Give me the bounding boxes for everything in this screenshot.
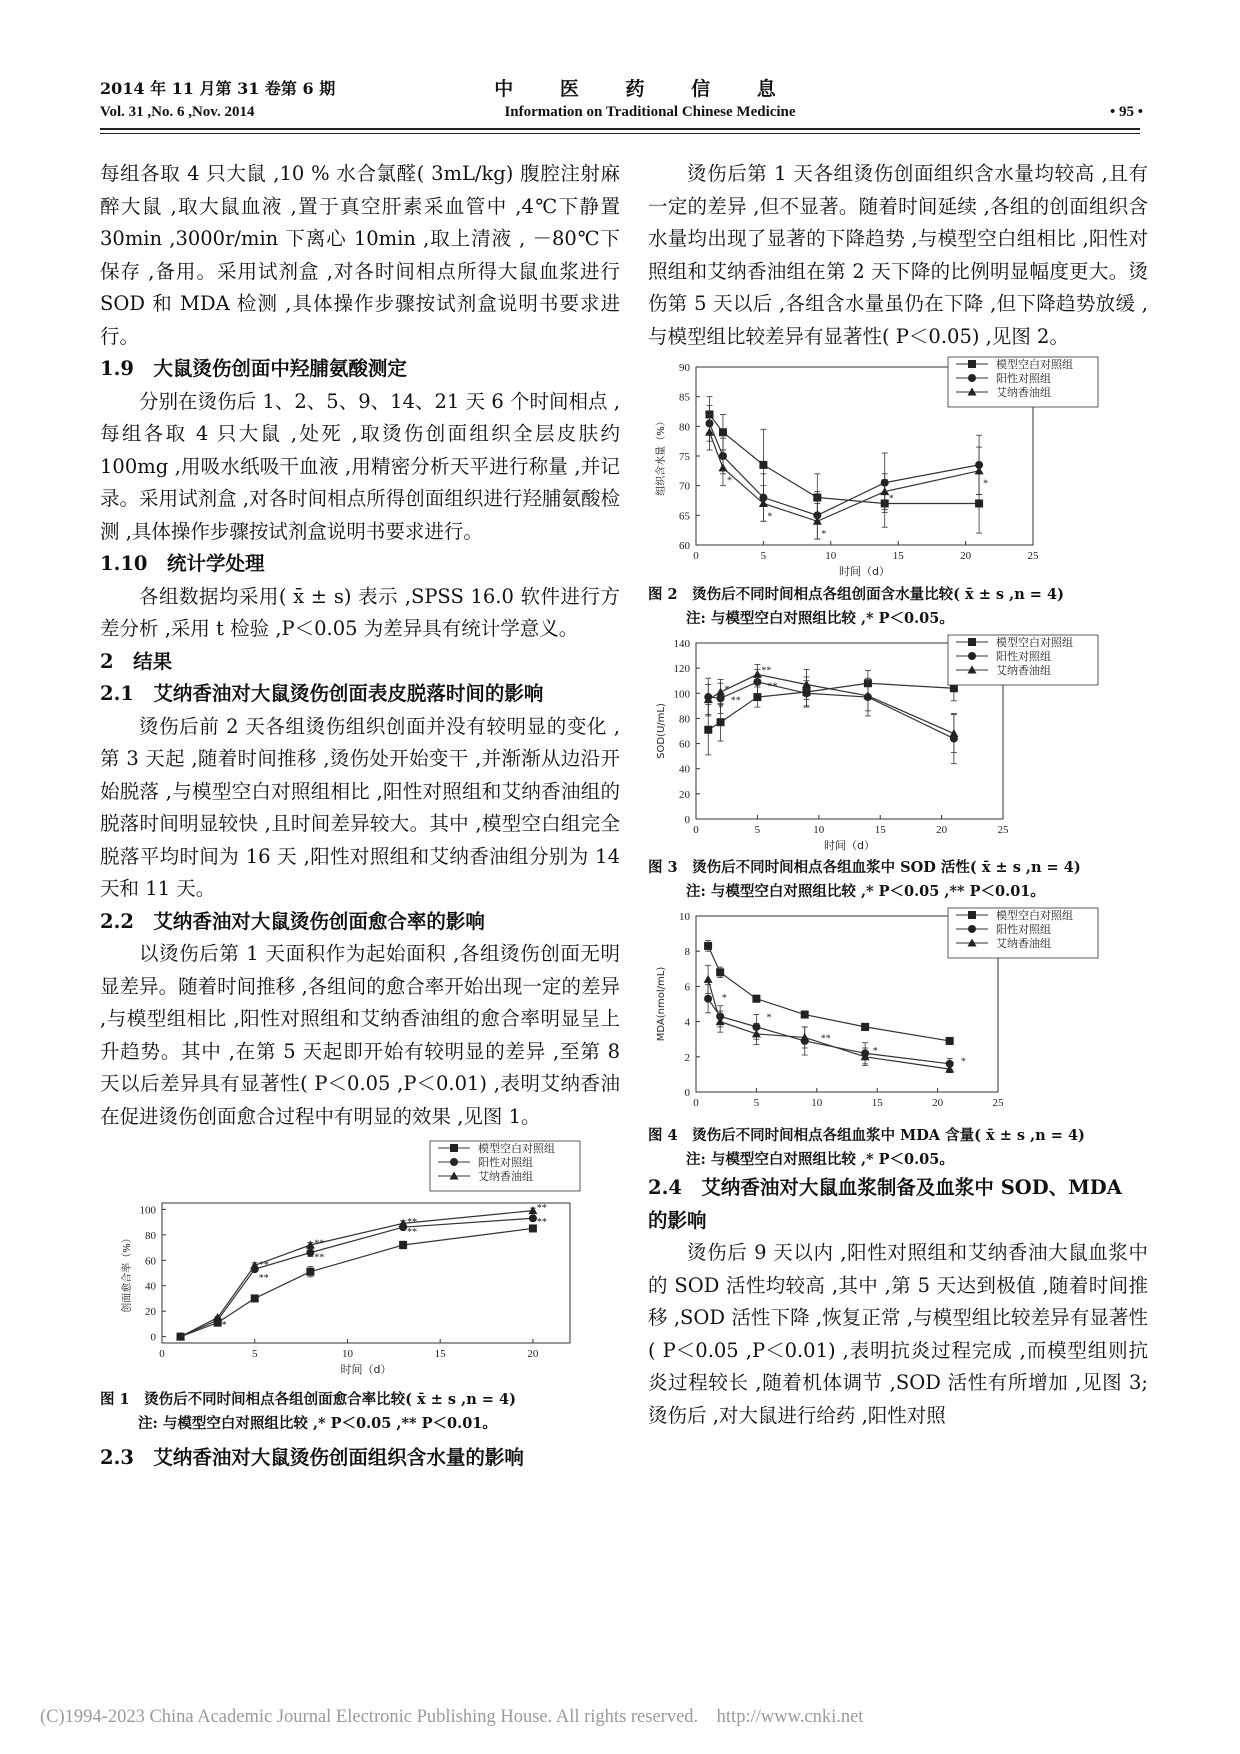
significance-marker: * (721, 992, 727, 1004)
x-tick-label: 10 (341, 1348, 353, 1360)
issue-en: Vol. 31 ,No. 6 ,Nov. 2014 (100, 104, 255, 120)
journal-title-en: Information on Traditional Chinese Medicine (504, 104, 796, 120)
series-line (708, 999, 950, 1064)
section-heading: 1.9 大鼠烫伤创面中羟脯氨酸测定 (100, 357, 407, 380)
x-axis-label: 时间（d） (340, 1363, 392, 1376)
y-tick-label: 60 (679, 540, 690, 552)
x-tick-label: 25 (997, 824, 1009, 836)
data-point (529, 1224, 537, 1232)
data-point (251, 1294, 259, 1302)
x-tick-label: 5 (754, 824, 761, 836)
data-point (801, 1011, 809, 1019)
legend-label: 模型空白对照组 (996, 358, 1073, 371)
issue-cn: 2014 年 11 月第 31 卷第 6 期 (100, 79, 336, 98)
significance-marker: * (766, 1012, 772, 1024)
legend-label: 艾纳香油组 (478, 1170, 533, 1183)
data-point (704, 726, 712, 734)
section-heading: 1.10 统计学处理 (100, 552, 265, 575)
x-tick-label: 20 (527, 1348, 539, 1360)
significance-marker: ** (820, 1033, 831, 1045)
copyright-footer: (C)1994-2023 China Academic Journal Electronic Publishing House. All rights reserved. http://www.cnki.net (40, 1707, 864, 1727)
legend-label: 艾纳香油组 (996, 664, 1051, 677)
significance-marker: * (960, 1056, 966, 1068)
y-tick-label: 70 (679, 480, 690, 493)
significance-marker: * (767, 511, 773, 523)
series-line (709, 432, 979, 521)
header-rule-thin (100, 133, 1140, 134)
x-tick-label: 0 (159, 1348, 165, 1360)
x-tick-label: 15 (434, 1348, 446, 1360)
paragraph: 烫伤后前 2 天各组烫伤组织创面并没有较明显的变化 ,第 3 天起 ,随着时间推移 ,烫伤处开始变干 ,并渐渐从边沿开始脱落 ,与模型空白对照组相比 ,阳性对照组和艾纳香油组的脱落时间明显较快 ,且时间差异较大。其中 ,模型空白组完全脱落平均时间为 16 天 ,阳性对照组和艾纳香油组分别为 14 天和 11 天。 (100, 714, 620, 900)
x-tick-label: 20 (960, 550, 972, 562)
data-point (399, 1241, 407, 1249)
y-tick-label: 140 (673, 638, 690, 650)
x-tick-label: 5 (753, 1097, 760, 1109)
significance-marker: * (821, 529, 827, 541)
y-tick-label: 80 (679, 713, 690, 726)
section-heading: 2.4 艾纳香油对大鼠血浆制备及血浆中 SOD、MDA 的影响 (648, 1176, 1122, 1232)
significance-marker: ** (258, 1272, 269, 1284)
data-point (752, 995, 760, 1003)
x-tick-label: 5 (760, 550, 767, 562)
figure-caption: 图 2 烫伤后不同时间相点各组创面含水量比较( x̄ ± s ,n = 4) (648, 586, 1064, 603)
significance-marker: ** (761, 665, 772, 677)
significance-marker: ** (536, 1216, 547, 1228)
figure-caption: 图 1 烫伤后不同时间相点各组创面愈合率比较( x̄ ± s ,n = 4) (100, 1391, 516, 1408)
x-tick-label: 10 (825, 550, 837, 562)
y-axis-label: SOD(U/mL) (656, 703, 667, 759)
data-point (704, 975, 713, 983)
data-point (704, 942, 712, 950)
x-tick-label: 25 (992, 1097, 1004, 1109)
x-tick-label: 0 (693, 550, 699, 562)
figure-3 (648, 631, 1148, 904)
y-tick-label: 65 (679, 510, 690, 523)
legend-marker (450, 1144, 458, 1152)
page-number: • 95 • (1110, 104, 1144, 120)
y-tick-label: 100 (673, 688, 690, 701)
y-axis-label: 组织含水量（%） (656, 416, 667, 496)
legend-label: 艾纳香油组 (996, 937, 1051, 950)
section-heading: 2.1 艾纳香油对大鼠烫伤创面表皮脱落时间的影响 (100, 682, 544, 705)
data-point (716, 968, 724, 976)
series-line (708, 683, 954, 730)
legend-marker (968, 652, 976, 660)
data-point (946, 1037, 954, 1045)
paragraph: 烫伤后第 1 天各组烫伤创面组织含水量均较高 ,且有一定的差异 ,但不显著。随着时间延续 ,各组的创面组织含水量均出现了显著的下降趋势 ,与模型空白组相比 ,阳性对照组和艾纳香油组在第 2 天下降的比例明显幅度更大。烫伤第 5 天以后 ,各组含水量虽仍在下降 ,但下降趋势放缓 ,与模型组比较差异有显著性( P＜0.05) ,见图 2。 (648, 162, 1148, 348)
chart-fig3 (648, 631, 1148, 856)
paragraph: 各组数据均采用( x̄ ± s) 表示 ,SPSS 16.0 软件进行方差分析 ,采用 t 检验 ,P＜0.05 为差异具有统计学意义。 (100, 584, 620, 640)
y-tick-label: 75 (679, 451, 690, 463)
y-tick-label: 20 (679, 788, 690, 801)
y-tick-label: 85 (679, 391, 690, 404)
legend-label: 模型空白对照组 (478, 1142, 555, 1155)
data-point (306, 1249, 314, 1257)
figure-caption: 图 3 烫伤后不同时间相点各组血浆中 SOD 活性( x̄ ± s ,n = 4) (648, 859, 1081, 876)
series-line (708, 979, 950, 1069)
x-axis-label: 时间（d） (839, 565, 890, 578)
y-tick-label: 4 (684, 1016, 690, 1029)
legend-marker (968, 911, 976, 919)
legend-marker (450, 1158, 458, 1166)
section-heading: 2.2 艾纳香油对大鼠烫伤创面愈合率的影响 (100, 909, 485, 933)
paragraph: 每组各取 4 只大鼠 ,10 % 水合氯醛( 3mL/kg) 腹腔注射麻醉大鼠 ,取大鼠血液 ,置于真空肝素采血管中 ,4℃下静置 30min ,3000r/min 下离心 10min ,取上清液 , －80℃下保存 ,备用。采用试剂盒 ,对各时间相点所得大鼠血浆进行 SOD 和 MDA 检测 ,具体操作步骤按试剂盒说明书要求进行。 (100, 162, 620, 348)
legend-marker (968, 374, 976, 382)
data-point (306, 1268, 314, 1276)
significance-marker: ** (730, 695, 741, 707)
data-point (704, 995, 712, 1003)
x-tick-label: 15 (892, 550, 904, 562)
data-point (718, 463, 727, 471)
figure-caption: 图 4 烫伤后不同时间相点各组血浆中 MDA 含量( x̄ ± s ,n = 4) (648, 1127, 1085, 1144)
chart-fig2 (648, 353, 1148, 583)
significance-marker: ** (536, 1202, 547, 1214)
x-tick-label: 15 (874, 824, 886, 836)
series-line (709, 423, 979, 515)
paragraph: 烫伤后 9 天以内 ,阳性对照组和艾纳香油大鼠血浆中的 SOD 活性均较高 ,其中 ,第 5 天达到极值 ,随着时间推移 ,SOD 活性下降 ,恢复正常 ,与模型组比较差异有显著性( P＜0.05 ,P＜0.01) ,表明抗炎过程完成 ,而模型组则抗炎过程较长 ,随着机体调节 ,SOD 活性有所增加 ,见图 3; 烫伤后 ,对大鼠进行给药 ,阳性对照 (648, 1241, 1148, 1427)
figure-note: 注: 与模型空白对照组比较 ,* P＜0.05。 (686, 1151, 954, 1168)
header-rule (100, 128, 1140, 130)
significance-marker: ** (407, 1227, 418, 1238)
series-line (181, 1211, 533, 1337)
series-line (708, 946, 950, 1041)
y-tick-label: 20 (145, 1306, 156, 1319)
legend-label: 模型空白对照组 (996, 909, 1073, 922)
data-point (529, 1214, 537, 1222)
y-tick-label: 60 (145, 1255, 156, 1268)
journal-title-cn: 中 医 药 信 息 (494, 78, 796, 100)
y-tick-label: 0 (684, 1087, 690, 1099)
data-point (975, 466, 984, 474)
data-point (719, 428, 727, 436)
x-tick-label: 10 (813, 824, 825, 836)
y-tick-label: 90 (679, 362, 690, 374)
legend-label: 阳性对照组 (996, 650, 1051, 663)
x-tick-label: 0 (693, 824, 699, 836)
significance-marker: * (221, 1319, 227, 1331)
significance-marker: * (726, 475, 732, 487)
y-tick-label: 40 (679, 763, 690, 776)
y-tick-label: 0 (150, 1331, 156, 1344)
legend-marker (968, 925, 976, 933)
x-tick-label: 5 (251, 1348, 258, 1360)
significance-marker: ** (258, 1260, 269, 1272)
figure-note: 注: 与模型空白对照组比较 ,* P＜0.05 ,** P＜0.01。 (686, 883, 1045, 900)
series-line (181, 1218, 533, 1336)
y-tick-label: 80 (679, 421, 690, 434)
data-point (717, 718, 725, 726)
x-axis-label: 时间（d） (824, 839, 875, 852)
y-tick-label: 100 (139, 1204, 156, 1217)
series-line (708, 674, 954, 733)
section-heading: 2.3 艾纳香油对大鼠烫伤创面组织含水量的影响 (100, 1446, 524, 1469)
paragraph: 以烫伤后第 1 天面积作为起始面积 ,各组烫伤创面无明显差异。随着时间推移 ,各组间的愈合率开始出现一定的差异 ,与模型组相比 ,阳性对照组和艾纳香油组的愈合率明显呈上升趋势。其中 ,在第 5 天起即开始有较明显的差异 ,至第 8 天以后差异具有显著性( P＜0.05 ,P＜0.01) ,表明艾纳香油在促进烫伤创面愈合过程中有明显的效果 ,见图 1。 (100, 942, 620, 1128)
significance-marker: ** (314, 1252, 325, 1264)
series-line (181, 1228, 533, 1336)
data-point (861, 1023, 869, 1031)
y-tick-label: 80 (145, 1229, 156, 1242)
paragraph: 分别在烫伤后 1、2、5、9、14、21 天 6 个时间相点 ,每组各取 4 只大鼠 ,处死 ,取烫伤创面组织全层皮肤约 100mg ,用吸水纸吸干血液 ,用精密分析天平进行称量 ,并记录。采用试剂盒 ,对各时间相点所得创面组织进行羟脯氨酸检测 ,具体操作步骤按试剂盒说明书要求进行。 (100, 389, 620, 543)
significance-marker: * (872, 1045, 878, 1057)
significance-marker: ** (767, 681, 778, 693)
legend-label: 模型空白对照组 (996, 636, 1073, 649)
significance-marker: * (888, 493, 894, 505)
figure-4 (648, 904, 1148, 1172)
data-point (759, 461, 767, 469)
significance-marker: ** (314, 1238, 325, 1250)
data-point (949, 729, 958, 737)
x-tick-label: 25 (1027, 550, 1039, 562)
y-tick-label: 2 (684, 1051, 690, 1064)
series-line (708, 682, 954, 739)
figure-2 (648, 353, 1148, 631)
significance-marker: ** (407, 1216, 418, 1228)
legend-label: 阳性对照组 (996, 923, 1051, 936)
y-tick-label: 8 (684, 946, 690, 959)
figure-note: 注: 与模型空白对照组比较 ,* P＜0.05。 (686, 610, 954, 627)
legend-label: 阳性对照组 (478, 1156, 533, 1169)
y-tick-label: 40 (145, 1280, 156, 1293)
legend-marker (968, 360, 976, 368)
x-tick-label: 20 (932, 1097, 944, 1109)
data-point (975, 499, 983, 507)
legend-label: 艾纳香油组 (996, 386, 1051, 399)
figure-note: 注: 与模型空白对照组比较 ,* P＜0.05 ,** P＜0.01。 (138, 1415, 497, 1432)
y-axis-label: MDA(nmol/mL) (656, 966, 667, 1042)
x-tick-label: 20 (936, 824, 948, 836)
significance-marker: * (983, 478, 989, 490)
x-tick-label: 0 (693, 1097, 699, 1109)
page-header (0, 0, 1240, 135)
y-tick-label: 120 (673, 663, 690, 676)
y-tick-label: 6 (684, 981, 690, 994)
y-axis-label: 创面愈合率（%） (122, 1233, 133, 1313)
y-tick-label: 60 (679, 738, 690, 751)
y-tick-label: 10 (679, 911, 690, 923)
significance-marker: * (718, 703, 724, 715)
legend-label: 阳性对照组 (996, 372, 1051, 385)
data-point (950, 684, 958, 692)
section-heading: 2 结果 (100, 649, 173, 673)
significance-marker: * (724, 684, 730, 696)
series-line (709, 414, 979, 503)
legend-marker (968, 638, 976, 646)
x-tick-label: 15 (871, 1097, 883, 1109)
chart-fig1 (100, 1133, 620, 1388)
x-tick-label: 10 (811, 1097, 823, 1109)
figure-1 (100, 1133, 620, 1436)
left-column (100, 158, 620, 1475)
y-tick-label: 0 (684, 814, 690, 826)
right-column (648, 158, 1148, 1432)
chart-fig4 (648, 904, 1148, 1124)
